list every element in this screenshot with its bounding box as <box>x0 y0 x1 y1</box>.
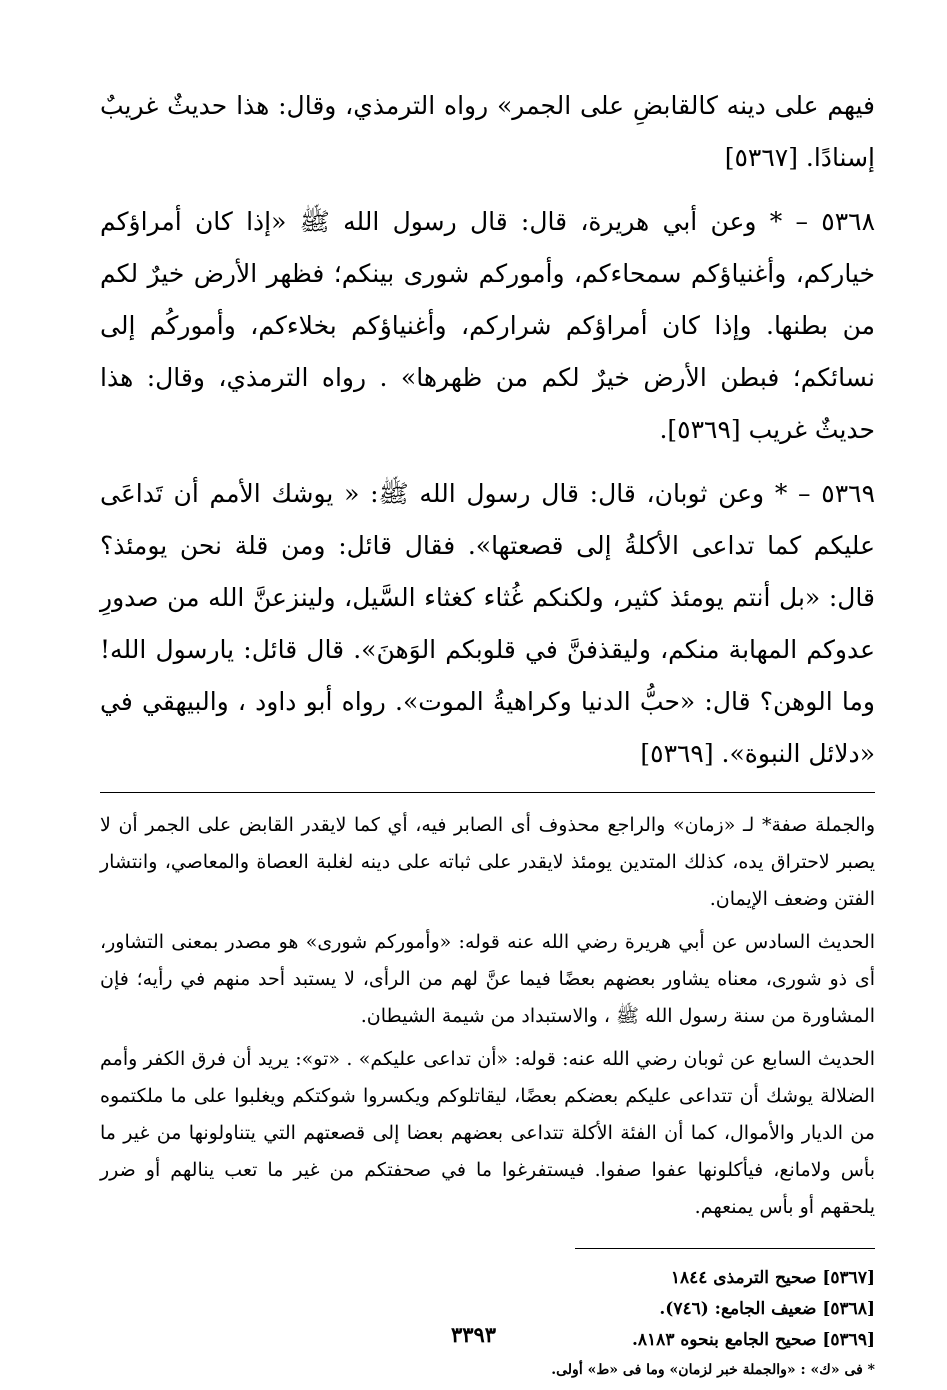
commentary-paragraph-3: الحديث السابع عن ثوبان رضي الله عنه: قوله: «أن تداعى عليكم» . «تو»: يريد أن فرق الكفر وأمم الضلالة يوشك أن تتداعى عليكم بعضكم بعضًا، ليقاتلوكم ويكسروا شوكتكم ويغلبوا على ما ملكتموه من الديار والأموال، كما أن الفئة الأكلة تتداعى بعضهم بعضا إلى قصعتهم التي يتناولونها من غير ما بأس ولامانع، فيأكلونها عفوا صفوا. فيستفرغوا ما في صحفتكم من غير ما تعب ينالهم أو ضرر يلحقهم أو بأس يمنعهم. <box>100 1048 875 1218</box>
hadith-section <box>100 80 875 780</box>
commentary-divider <box>100 792 875 793</box>
references-divider <box>575 1248 875 1249</box>
commentary-paragraph-2: الحديث السادس عن أبي هريرة رضي الله عنه قوله: «وأموركم شورى» هو مصدر بمعنى التشاور، أى ذو شورى، معناه يشاور بعضهم بعضًا فيما عنَّ لهم من الرأى، لا يستبد أحد منهم في رأيه؛ فإن المشاورة من سنة رسول الله ﷺ ، والاستبداد من شيمة الشيطان. <box>100 931 875 1027</box>
reference-5368: [٥٣٦٨] ضعيف الجامع: (٧٤٦). <box>659 1299 875 1319</box>
reference-5369: [٥٣٦٩] صحيح الجامع بنحوه ٨١٨٣. <box>632 1330 875 1350</box>
hadith-continuation: فيهم على دينه كالقابضِ على الجمر» رواه الترمذي، وقال: هذا حديثٌ غريبٌ إسنادًا. [٥٣٦٧] <box>100 91 875 172</box>
commentary-section <box>100 807 875 1226</box>
commentary-paragraph-1: والجملة صفة* لـ «زمان» والراجع محذوف أى الصابر فيه، أي كما لايقدر القابض على الجمر أن لا يصبر لاحتراق يده، كذلك المتدين يومئذ لايقدر على ثباته على دينه لغلبة العصاة والمعاصي، وانتشار الفتن وضعف الإيمان. <box>100 814 875 910</box>
footnote: * فى «ك» : «والجملة خبر لزمان» وما فى «ط» أولى. <box>551 1362 875 1378</box>
hadith-5368: ٥٣٦٨ – * وعن أبي هريرة، قال: قال رسول الله ﷺ «إذا كان أمراؤكم خياركم، وأغنياؤكم سمحاءكم، وأموركم شورى بينكم؛ فظهر الأرض خيرٌ لكم من بطنها. وإذا كان أمراؤكم شراركم، وأغنياؤكم بخلاءكم، وأموركُم إلى نسائكم؛ فبطن الأرض خيرٌ لكم من ظهرها» . رواه الترمذي، وقال: هذا حديثٌ غريب [٥٣٦٩]. <box>100 207 875 444</box>
reference-5367: [٥٣٦٧] صحيح الترمذى ١٨٤٤ <box>670 1268 875 1288</box>
hadith-5369: ٥٣٦٩ – * وعن ثوبان، قال: قال رسول الله ﷺ: « يوشك الأمم أن تَداعَى عليكم كما تداعى الأكلةُ إلى قصعتها». فقال قائل: ومن قلة نحن يومئذ؟ قال: «بل أنتم يومئذ كثير، ولكنكم غُثاء كغثاء السَّيل، ولينزعنَّ الله من صدورِ عدوكم المهابة منكم، وليقذفنَّ في قلوبكم الوَهنَ». قال قائل: يارسول الله! وما الوهن؟ قال: «حبُّ الدنيا وكراهيةُ الموت». رواه أبو داود ، والبيهقي في «دلائل النبوة». [٥٣٦٩] <box>100 479 875 768</box>
page-number: ٣٣٩٣ <box>450 1322 497 1347</box>
